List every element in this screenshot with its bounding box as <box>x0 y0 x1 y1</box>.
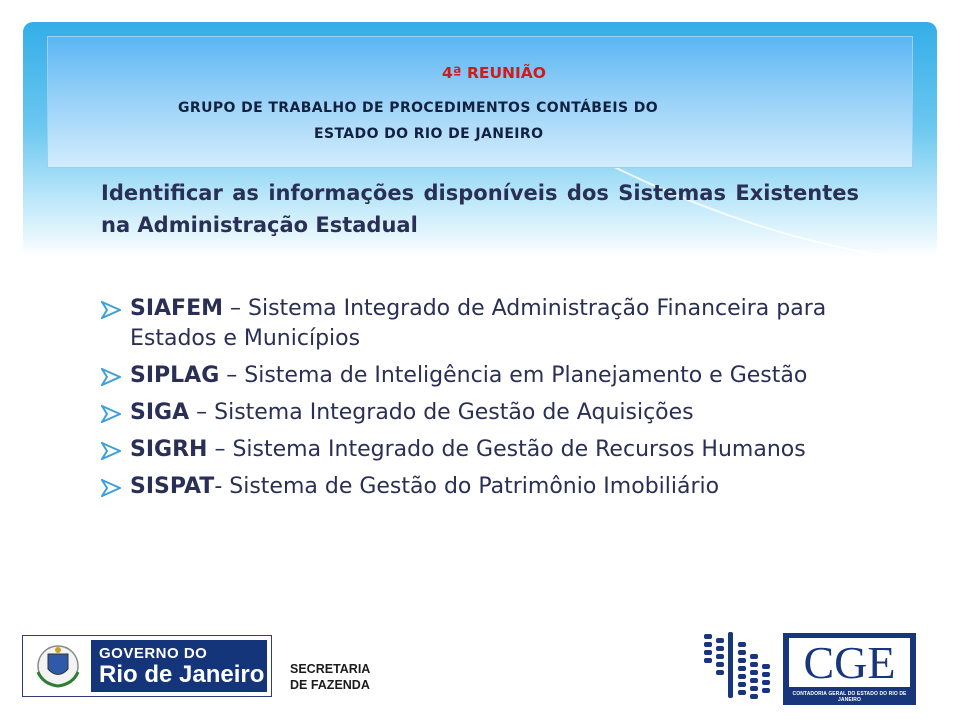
arrow-bullet-icon <box>101 479 121 497</box>
title-box <box>47 36 913 168</box>
system-description: – Sistema Integrado de Administração Financeira para Estados e Municípios <box>130 296 827 351</box>
system-description: – Sistema de Inteligência em Planejamento e Gestão <box>219 363 808 388</box>
system-acronym: SIGA <box>130 400 190 425</box>
group-title-line1: GRUPO DE TRABALHO DE PROCEDIMENTOS CONTÁBEIS DO <box>178 100 659 116</box>
gov-logo-top-text: GOVERNO DO <box>99 645 208 662</box>
arrow-bullet-icon <box>101 301 121 319</box>
arrow-bullet-icon <box>101 442 121 460</box>
cge-logo-subtitle: CONTADORIA GERAL DO ESTADO DO RIO DE JANEIRO <box>792 691 907 703</box>
coat-of-arms-icon <box>31 642 85 690</box>
system-description: - Sistema de Gestão do Patrimônio Imobiliário <box>214 474 720 499</box>
system-acronym: SIPLAG <box>130 363 220 388</box>
system-acronym: SIAFEM <box>130 296 224 321</box>
system-description: – Sistema Integrado de Gestão de Aquisições <box>189 400 694 425</box>
list-item <box>101 435 861 465</box>
arrow-bullet-icon <box>101 368 121 386</box>
dot-pattern-logo-icon <box>700 630 780 710</box>
cge-logo-text: CGE <box>789 638 910 687</box>
secretaria-fazenda-label <box>290 661 370 693</box>
group-title <box>178 95 898 147</box>
intro-text: Identificar as informações disponíveis dos Sistemas Existentes na Administração Estadual <box>101 181 859 237</box>
system-acronym: SIGRH <box>130 437 208 462</box>
list-item <box>101 398 861 428</box>
gov-logo-bottom-text: Rio de Janeiro <box>99 661 265 688</box>
list-item <box>101 361 861 391</box>
governo-rio-logo <box>22 635 272 697</box>
list-item <box>101 294 861 354</box>
secretaria-line2: DE FAZENDA <box>290 678 370 692</box>
group-title-line2: ESTADO DO RIO DE JANEIRO <box>314 126 544 142</box>
secretaria-line1: SECRETARIA <box>290 662 371 676</box>
system-description: – Sistema Integrado de Gestão de Recursos Humanos <box>207 437 806 462</box>
list-item <box>101 472 861 502</box>
meeting-title: 4ª REUNIÃO <box>442 64 546 82</box>
arrow-bullet-icon <box>101 405 121 423</box>
system-acronym: SISPAT <box>130 474 215 499</box>
cge-logo <box>783 633 916 705</box>
systems-list <box>101 294 861 509</box>
